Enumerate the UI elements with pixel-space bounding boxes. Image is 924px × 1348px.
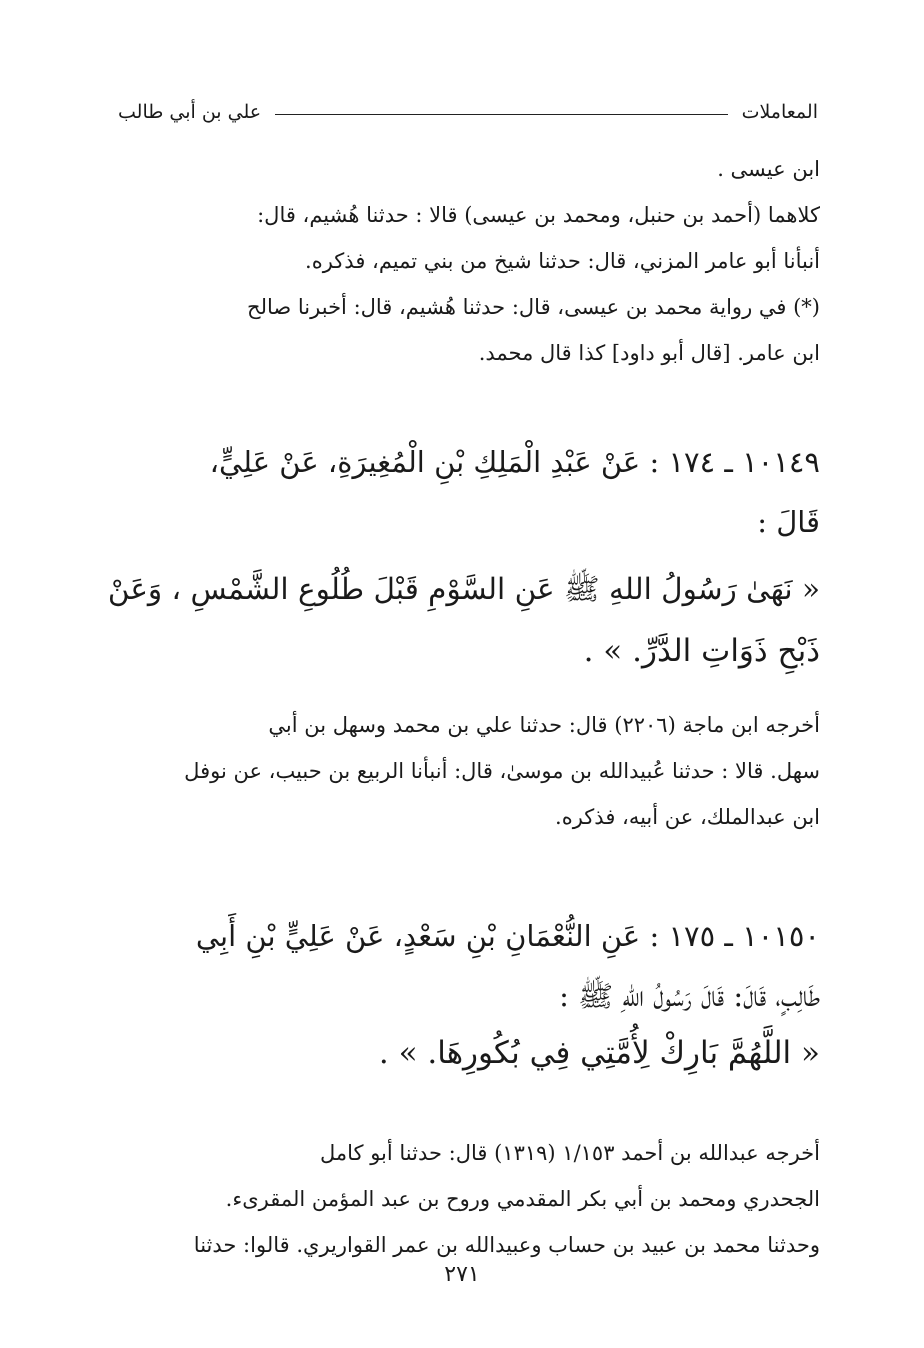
hadith-174-matn xyxy=(102,558,820,682)
takhrij-line: الجحدري ومحمد بن أبي بكر المقدمي وروح بن عبد المؤمن المقرىء. xyxy=(225,1187,820,1211)
matn-line: « اللَّهُمَّ بَارِكْ لِأُمَّتِي فِي بُكُورِهَا. » . xyxy=(378,1035,820,1071)
takhrij-line: ابن عبدالملك، عن أبيه، فذكره. xyxy=(555,805,820,829)
page-number: ٢٧١ xyxy=(444,1262,480,1287)
isnad-line: قَالَ : xyxy=(757,505,820,539)
hadith-175-isnad xyxy=(102,906,820,1026)
note-line: كلاهما (أحمد بن حنبل، ومحمد بن عيسى) قالا : حدثنا هُشيم، قال: xyxy=(257,203,820,227)
note-line: أنبأنا أبو عامر المزني، قال: حدثنا شيخ من بني تميم، فذكره. xyxy=(305,249,820,273)
takhrij-line: سهل. قالا : حدثنا عُبيدالله بن موسىٰ، قال: أنبأنا الربيع بن حبيب، عن نوفل xyxy=(184,759,820,783)
isnad-line: طَالِبٍ، قَالَ: قَالَ رَسُولُ اللهِ ﷺ : xyxy=(559,979,820,1013)
matn-line: « نَهَىٰ رَسُولُ اللهِ ﷺ عَنِ السَّوْمِ قَبْلَ طُلُوعِ الشَّمْسِ ، وَعَنْ xyxy=(107,572,820,606)
isnad-line: ١٠١٥٠ ـ ١٧٥ : عَنِ النُّعْمَانِ بْنِ سَعْدٍ، عَنْ عَلِيٍّ بْنِ أَبِي xyxy=(195,919,820,953)
matn-line: ذَبْحِ ذَوَاتِ الدَّرِّ. » . xyxy=(583,633,820,669)
note-line: ابن عيسى . xyxy=(717,157,820,181)
header-author-title: علي بن أبي طالب xyxy=(118,101,262,123)
takhrij-line: أخرجه عبدالله بن أحمد ١/١٥٣ (١٣١٩) قال: حدثنا أبو كامل xyxy=(319,1141,820,1165)
note-line: (*) في رواية محمد بن عيسى، قال: حدثنا هُشيم، قال: أخبرنا صالح xyxy=(247,295,820,319)
hadith-175-matn xyxy=(102,1022,820,1084)
note-line: ابن عامر. [قال أبو داود] كذا قال محمد. xyxy=(478,341,820,365)
header-rule xyxy=(275,114,727,115)
takhrij-line: أخرجه ابن ماجة (٢٢٠٦) قال: حدثنا علي بن محمد وسهل بن أبي xyxy=(268,713,820,737)
header-section-title: المعاملات xyxy=(741,101,818,123)
hadith-174-isnad xyxy=(102,432,820,552)
takhrij-line: وحدثنا محمد بن عبيد بن حساب وعبيدالله بن عمر القواريري. قالوا: حدثنا xyxy=(193,1233,820,1257)
running-header xyxy=(118,92,818,132)
isnad-line: ١٠١٤٩ ـ ١٧٤ : عَنْ عَبْدِ الْمَلِكِ بْنِ الْمُغِيرَةِ، عَنْ عَلِيٍّ، xyxy=(209,445,820,479)
intro-note xyxy=(102,146,820,376)
hadith-175-takhrij xyxy=(102,1130,820,1268)
hadith-174-takhrij xyxy=(102,702,820,840)
